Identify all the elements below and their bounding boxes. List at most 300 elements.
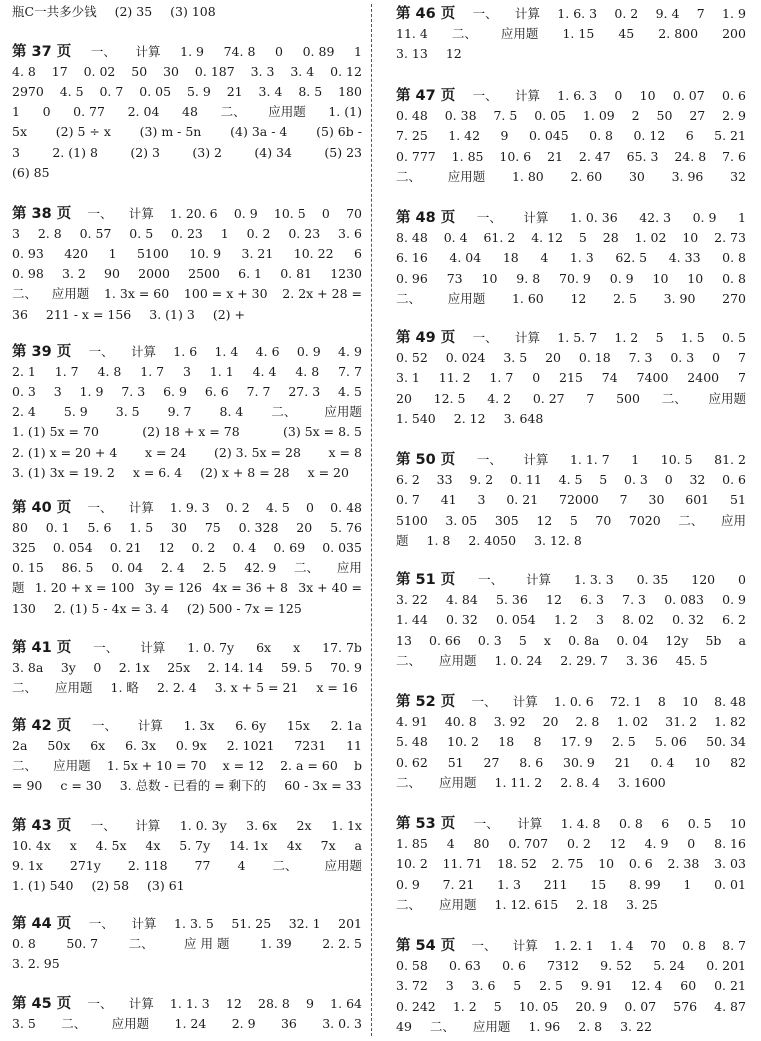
answer-token: 3. 36 (625, 652, 658, 668)
answer-token: 二、 (661, 390, 687, 406)
answer-token: 1. 3x = 60 (103, 286, 170, 302)
answer-token: 应用 (336, 560, 362, 576)
answer-token: 0. 21 (506, 492, 539, 508)
answer-token: 瓶C一共多少钱 (12, 4, 97, 19)
answer-token: 计算 (512, 694, 538, 709)
answer-token: 7. 7 (246, 384, 271, 400)
answer-token: 1. 6 (173, 344, 198, 359)
page-heading: 第 52 页 (396, 694, 456, 710)
answer-token: 应用题 (268, 104, 306, 120)
answer-token: 5. 9 (186, 84, 211, 100)
answer-token: a (738, 632, 746, 648)
answer-token: 1. 11. 2 (494, 774, 543, 790)
answer-line (12, 465, 362, 481)
answer-token: (2) 58 (91, 878, 130, 894)
answer-token: 1. 540 (396, 410, 436, 426)
answer-token: 3. 22 (620, 1018, 652, 1034)
answer-token: 一、 (472, 330, 498, 345)
answer-token: 0. 187 (194, 64, 235, 80)
answer-line (396, 128, 746, 144)
answer-line (12, 384, 362, 400)
answer-token: 5. 06 (655, 734, 687, 750)
answer-line (12, 560, 362, 576)
answer-line (396, 210, 746, 226)
answer-token: 4. 5 (265, 500, 290, 515)
answer-token: 5. 7y (179, 838, 211, 854)
answer-token: 1. 2 (614, 330, 639, 345)
answer-token: 0. 93 (12, 246, 44, 262)
answer-line (396, 370, 746, 386)
answer-token: 0. 3 (12, 384, 36, 400)
answer-line (12, 936, 362, 952)
answer-token: x = 20 (307, 464, 349, 480)
answer-token: 130 (12, 600, 36, 616)
answer-token: 二、 (429, 1018, 455, 1034)
answer-token: 0. 4 (650, 754, 675, 770)
answer-line (396, 6, 746, 22)
answer-token: 30 (171, 520, 187, 536)
answer-token: 0. 1 (45, 520, 70, 536)
answer-token: 3. 5 (12, 1016, 36, 1032)
answer-token: 10. 2 (396, 856, 428, 872)
answer-token: 80 (12, 520, 28, 536)
answer-token: 33 (436, 472, 453, 488)
answer-token: 1 (12, 104, 20, 120)
answer-line (396, 291, 746, 307)
answer-token: 21 (614, 754, 631, 770)
answer-token: 3. 4 (290, 64, 315, 80)
answer-line (12, 165, 362, 181)
answer-token: 0. 11 (510, 472, 542, 488)
answer-token: 0 (532, 370, 541, 386)
answer-token: 1 (354, 44, 362, 59)
answer-line (396, 472, 746, 488)
answer-token: 10. 05 (518, 998, 559, 1014)
answer-line (396, 452, 746, 468)
answer-token: 2970 (12, 84, 44, 100)
answer-token: 1. 5 (129, 520, 154, 536)
answer-token: b (353, 758, 362, 774)
answer-token: 4. 5 (59, 84, 84, 100)
answer-token: 8. 48 (396, 230, 428, 246)
answer-token: 2. 1021 (226, 738, 275, 754)
answer-token: 2000 (138, 266, 170, 282)
answer-token: x (69, 838, 77, 854)
answer-token: 0 (712, 350, 721, 366)
answer-token: 应用题 (447, 290, 486, 306)
answer-token: 100 = x + 30 (183, 286, 268, 302)
answer-token: 一、 (90, 44, 116, 59)
answer-token: 2. 2. 5 (322, 936, 362, 952)
answer-line (12, 540, 362, 556)
answer-line (12, 44, 362, 60)
answer-token: (5) 6b - (316, 124, 362, 140)
answer-token: 211 - x = 156 (45, 306, 132, 322)
answer-token: 二、 (396, 168, 422, 184)
answer-token: 二、 (451, 26, 477, 42)
answer-token: 应用题 (111, 1016, 150, 1032)
answer-token: 2. (1) 8 (52, 144, 98, 160)
answer-token: 0. 48 (330, 500, 362, 515)
answer-token: 10. 2 (447, 734, 479, 750)
answer-token: 应用题 (439, 652, 477, 668)
answer-token: 0. 7 (99, 84, 124, 100)
answer-token: (4) 34 (254, 144, 292, 160)
answer-token: 4 (237, 858, 246, 874)
answer-line (12, 718, 362, 734)
answer-token: (2) + (212, 306, 245, 322)
page-heading: 第 38 页 (12, 206, 72, 222)
answer-token: 8. 02 (622, 612, 654, 628)
answer-token: 1. 6. 3 (557, 88, 598, 103)
answer-line (396, 836, 746, 852)
answer-token: 8. 16 (714, 836, 746, 852)
answer-token: 2. 8 (37, 226, 62, 242)
answer-token: 28 (602, 230, 619, 246)
answer-token: 61. 2 (483, 230, 516, 246)
answer-token: 0. 242 (396, 998, 436, 1014)
answer-token: 75 (204, 520, 221, 536)
answer-token: 计算 (514, 6, 540, 21)
answer-token: 70 (649, 938, 666, 953)
answer-token: 计算 (128, 500, 154, 515)
answer-token: 0. 5 (722, 330, 746, 345)
answer-token: 0. 9 (692, 210, 717, 225)
answer-token: 6. 3x (125, 738, 157, 754)
answer-token: 10. 5 (660, 452, 693, 467)
answer-token: 6. 16 (396, 250, 428, 266)
answer-token: 3. 1600 (618, 774, 666, 790)
answer-token: 0. 4 (232, 540, 257, 556)
answer-token: x (543, 632, 551, 648)
answer-token: (2) 3. 5x = 28 (213, 444, 301, 460)
answer-token: 3. 5 (503, 350, 528, 366)
answer-token: 二、 (220, 104, 246, 120)
answer-line (396, 592, 746, 608)
answer-token: 1. 96 (528, 1018, 561, 1034)
answer-token: 应用题 (439, 896, 477, 912)
answer-token: 7020 (628, 512, 661, 528)
answer-token: 1. 20 + x = 100 (34, 580, 135, 596)
answer-line (396, 612, 746, 628)
answer-token: 70 (595, 512, 612, 528)
answer-token: 1 (683, 876, 692, 892)
answer-token: 计算 (517, 816, 543, 831)
answer-token: 10 (682, 230, 699, 246)
answer-token: 2. 1a (330, 718, 362, 733)
answer-token: 2. 14. 14 (207, 660, 264, 676)
answer-token: 10 (730, 816, 746, 831)
answer-token: 2. 2x + 28 = (282, 286, 362, 302)
answer-token: 2. 5 (611, 734, 636, 750)
answer-token: 应用题 (500, 26, 539, 42)
answer-token: (2) x + 8 = 28 (200, 464, 290, 480)
answer-token: x = 12 (222, 758, 264, 774)
answer-token: 2. 38 (667, 856, 700, 872)
answer-token: 应用题 (51, 286, 90, 302)
answer-token: 4. 4 (252, 364, 277, 380)
answer-token: 4. 33 (668, 250, 701, 266)
answer-token: 6x (256, 640, 272, 655)
answer-line (12, 601, 362, 617)
answer-line (12, 956, 362, 972)
answer-token: 51 (447, 754, 464, 770)
answer-token: 41 (440, 492, 457, 508)
answer-token: 8 (657, 694, 666, 709)
answer-token: 1. 9 (79, 384, 104, 400)
answer-token: 1. 42 (448, 128, 481, 144)
answer-token: 2. 75 (551, 856, 584, 872)
page-heading: 第 47 页 (396, 88, 456, 104)
answer-token: 5. 36 (496, 592, 528, 608)
answer-token: 32. 1 (288, 916, 321, 931)
answer-line (12, 424, 362, 440)
answer-token: 二、 (128, 936, 154, 952)
answer-token: 3. 2 (62, 266, 86, 282)
answer-token: 3y (60, 660, 76, 676)
answer-token: 30 (628, 168, 645, 184)
answer-token: 7. 7 (338, 364, 362, 380)
answer-token: 0 (664, 472, 673, 488)
answer-token: 50. 34 (706, 734, 746, 750)
answer-token: 计算 (514, 330, 540, 345)
answer-token: 12 (445, 46, 462, 62)
answer-token: 12y (665, 632, 689, 648)
answer-line (396, 350, 746, 366)
answer-token: (3) 5x = 8. 5 (283, 424, 362, 440)
answer-token: 42. 3 (639, 210, 672, 225)
answer-token: 3. 6 (338, 226, 362, 242)
answer-token: 1. 2 (452, 998, 477, 1014)
answer-token: 20. 9 (575, 998, 608, 1014)
answer-token: 10 (687, 270, 704, 286)
answer-token: 2. 8 (575, 714, 600, 730)
answer-token: 5 (513, 978, 522, 994)
answer-token: 二、 (61, 1016, 87, 1032)
answer-token: 7. 5 (493, 108, 518, 124)
answer-line (396, 1019, 746, 1035)
answer-token: (2) 18 + x = 78 (142, 424, 240, 440)
answer-token: 1. 39 (259, 936, 292, 952)
answer-token: 500 (616, 390, 640, 406)
answer-token: 4. 9 (644, 836, 669, 852)
answer-token: 6 (661, 816, 670, 831)
answer-line (396, 271, 746, 287)
answer-token: 12 (158, 540, 175, 556)
answer-token: 0. 8 (618, 816, 643, 831)
answer-token: 应用题 (447, 168, 486, 184)
answer-token: 4. 5x (95, 838, 127, 854)
answer-token: 305 (494, 512, 519, 528)
answer-line (12, 738, 362, 754)
answer-token: 0. 9x (175, 738, 207, 754)
answer-token: 59. 5 (280, 660, 313, 676)
answer-line (396, 411, 746, 427)
answer-token: 1. 7 (54, 364, 79, 380)
answer-token: 1. 0. 7y (187, 640, 235, 655)
answer-token: 二、 (12, 758, 38, 774)
answer-line (396, 88, 746, 104)
answer-line (12, 64, 362, 80)
answer-token: 4. 87 (714, 998, 746, 1014)
answer-token: 74. 8 (223, 44, 256, 59)
answer-token: 60 - 3x = 33 (284, 778, 362, 794)
answer-token: 1. 4 (609, 938, 634, 953)
answer-token: 8. 99 (628, 876, 661, 892)
answer-token: 一、 (88, 916, 114, 931)
answer-token: 271y (69, 858, 101, 874)
answer-token: 0. 04 (616, 632, 649, 648)
answer-line (396, 230, 746, 246)
answer-token: 0. 12 (330, 64, 362, 80)
answer-token: 60 (680, 978, 697, 994)
answer-token: 81. 2 (714, 452, 746, 467)
answer-token: (2) 500 - 7x = 125 (186, 600, 302, 616)
answer-token: 13 (396, 632, 412, 648)
answer-token: 3y = 126 (144, 580, 202, 596)
answer-token: 1. 1. 3 (169, 996, 210, 1011)
answer-token: 0. 89 (302, 44, 335, 59)
answer-token: 应用题 (324, 858, 362, 874)
answer-token: 10 (598, 856, 615, 872)
answer-line (396, 999, 746, 1015)
answer-line (12, 246, 362, 262)
answer-token: 18 (502, 250, 519, 266)
answer-token: 51. 25 (231, 916, 272, 931)
answer-token: 0. 8 (589, 128, 614, 144)
answer-token: 5 (493, 998, 502, 1014)
answer-line (12, 778, 362, 794)
answer-token: 一、 (87, 500, 113, 515)
answer-token: 5. 6 (87, 520, 112, 536)
answer-token: 7x (320, 838, 336, 854)
answer-token: 1. 9 (722, 6, 746, 21)
answer-token: 0. 2 (614, 6, 639, 21)
answer-line (396, 734, 746, 750)
answer-token: 0. 054 (52, 540, 93, 556)
answer-token: 一、 (92, 718, 118, 733)
answer-token: 0. 9 (396, 876, 420, 892)
answer-token: 0. 6 (628, 856, 653, 872)
answer-token: 36 (12, 306, 28, 322)
answer-token: 二、 (396, 652, 422, 668)
answer-token: 3 (12, 144, 20, 160)
answer-token: 7 (619, 492, 628, 508)
answer-token: 2500 (188, 266, 220, 282)
answer-token: 0. 328 (238, 520, 279, 536)
answer-token: 4 (446, 836, 455, 852)
answer-line (396, 533, 746, 549)
answer-line (396, 46, 746, 62)
answer-token: 1. 64 (330, 996, 362, 1011)
answer-token: 计算 (140, 640, 166, 655)
answer-token: 72. 1 (609, 694, 642, 709)
answer-token: 74 (601, 370, 618, 386)
answer-token: 5100 (136, 246, 169, 262)
answer-line (12, 680, 362, 696)
answer-token: (3) m - 5n (139, 124, 202, 140)
page-heading: 第 41 页 (12, 640, 72, 656)
answer-line (396, 653, 746, 669)
answer-token: 1. 3. 5 (174, 916, 214, 931)
answer-token: 1. 12. 615 (494, 896, 559, 912)
answer-token: 1. 0. 3y (179, 818, 227, 833)
answer-token: 0. 7 (396, 492, 420, 508)
answer-token: 201 (338, 916, 362, 931)
answer-token: 0. 07 (672, 88, 705, 103)
answer-token: 二、 (294, 560, 320, 576)
answer-token: 0 (306, 500, 314, 515)
answer-token: 3. 72 (396, 978, 428, 994)
answer-token: 0. 35 (636, 572, 669, 587)
answer-token: 5. 76 (330, 520, 362, 536)
answer-token: 0. 21 (714, 978, 746, 994)
answer-token: 7312 (547, 958, 579, 974)
answer-token: 5. 9 (63, 404, 88, 420)
page-heading: 第 39 页 (12, 344, 72, 360)
answer-line (396, 897, 746, 913)
answer-token: 8. 6 (519, 754, 544, 770)
answer-token: 11 (346, 738, 362, 754)
answer-token: 一、 (476, 452, 502, 467)
answer-token: 1. 7 (489, 370, 514, 386)
answer-line (12, 344, 362, 360)
answer-token: 21 (547, 148, 564, 164)
answer-line (12, 124, 362, 140)
answer-token: 80 (473, 836, 490, 852)
answer-line (396, 978, 746, 994)
answer-token: 3. 5 (115, 404, 140, 420)
answer-token: 4x (145, 838, 161, 854)
answer-token: = 90 (12, 778, 43, 794)
answer-token: 270 (722, 290, 746, 306)
answer-line (396, 816, 746, 832)
answer-token: 3 (183, 364, 191, 380)
answer-token: (2) 5 ÷ x (55, 124, 111, 140)
answer-token: 50 (656, 108, 673, 124)
answer-token: 2. 2. 4 (156, 680, 197, 696)
answer-token: 5 (599, 472, 608, 488)
page-heading: 第 40 页 (12, 500, 72, 516)
answer-token: 0. 707 (508, 836, 549, 852)
answer-token: 0. 38 (444, 108, 477, 124)
answer-token: 0. 9 (609, 270, 634, 286)
answer-token: 31. 2 (665, 714, 698, 730)
answer-token: 0. 2 (225, 500, 250, 515)
answer-token: 7. 3 (121, 384, 146, 400)
answer-token: 27 (689, 108, 706, 124)
answer-token: 65. 3 (626, 148, 659, 164)
answer-line (12, 1016, 362, 1032)
answer-token: 1. 4 (214, 344, 239, 359)
answer-token: 一、 (473, 816, 499, 831)
page-heading: 第 48 页 (396, 210, 456, 226)
answer-token: 6. 6 (204, 384, 229, 400)
answer-token: 0. 2 (567, 836, 591, 852)
answer-token: 3. 6x (246, 818, 278, 833)
answer-token: 0. 66 (429, 632, 461, 648)
answer-token: 应用题 (708, 390, 746, 406)
page-heading: 第 42 页 (12, 718, 72, 734)
answer-token: 18 (498, 734, 515, 750)
answer-token: 21 (226, 84, 243, 100)
answer-token: 0. 5 (129, 226, 154, 242)
answer-token: 0. 5 (687, 816, 712, 831)
answer-token: 1. 7 (140, 364, 165, 380)
answer-token: 1. 9 (180, 44, 204, 59)
answer-token: 5. 48 (396, 734, 428, 750)
answer-token: 3. 96 (671, 168, 704, 184)
